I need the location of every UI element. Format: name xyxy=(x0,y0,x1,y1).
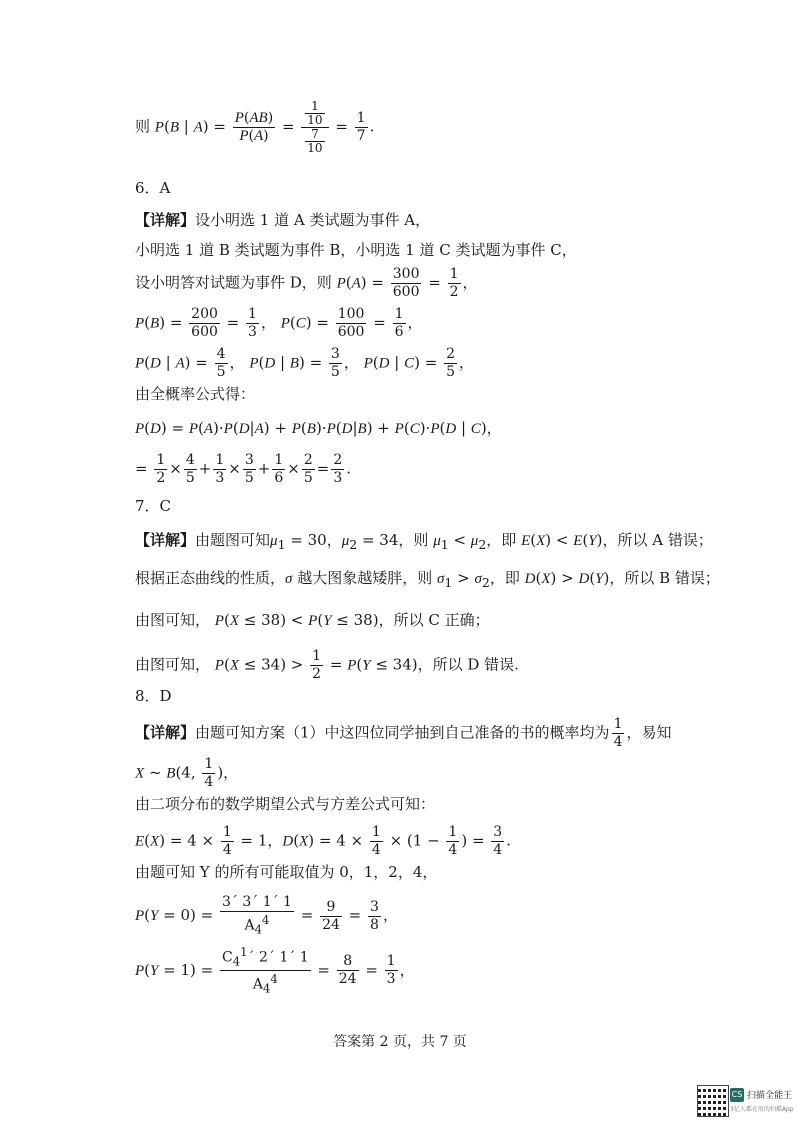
q8-answer-label: 8．D xyxy=(135,687,172,705)
page-footer: 答案第 2 页，共 7 页 xyxy=(333,1034,467,1050)
q6-detail-line4: P(B) = $\frac{200}{600}$ = $\frac{1}{3}$ ， P(C) = $\frac{100}{600}$ = $\frac{1}{6}$ ， xyxy=(135,306,423,340)
q8-line2: X ~ B(4, $\frac{1}{4}$ )， xyxy=(135,756,239,790)
q7-line2: 根据正态曲线的性质，σ 越大图象越矮胖，则 $\sigma_1 > \sigma_2$，即 D(X) > D(Y)，所以 B 错误； xyxy=(135,569,720,590)
q5-conditional-prob-line: 则 P(B | A) = $\frac{P(AB)}{P(A)}$ = $\frac{\frac{1}{10}}{\frac{7}{10}}$ = $\frac{1}{7}$ . xyxy=(135,99,375,155)
q6-detail-line3: 设小明答对试题为事件 D，则 P(A) = $\frac{300}{600}$ = $\frac{1}{2}$ ， xyxy=(135,266,478,300)
q6-answer-label: 6．A xyxy=(135,179,171,197)
q8-line7: P(Y = 1) = $\frac{C_4^1ˊ 2ˊ 1ˊ 1}{A_4^4}$ = $\frac{8}{24}$ = $\frac{1}{3}$ ， xyxy=(135,945,415,996)
camscanner-logo-icon: CS xyxy=(730,1088,744,1102)
q8-line1: 【详解】由题可知方案（1）中这四位同学抽到自己准备的书的概率均为 $\frac{1}{4}$ ，易知 xyxy=(135,716,672,750)
q5-frac-3: $\frac{1}{7}$ xyxy=(356,110,366,144)
q8-line3: 由二项分布的数学期望公式与方差公式可知： xyxy=(135,795,436,813)
q7-answer-label: 7．C xyxy=(135,497,172,515)
detail-bracket: 【详解】 xyxy=(135,211,196,229)
q5-frac-2: $\frac{\frac{1}{10}}{\frac{7}{10}}$ xyxy=(301,100,328,155)
watermark-name: 扫描全能王 xyxy=(747,1091,793,1101)
q6-total-prob-label: 由全概率公式得： xyxy=(135,385,256,403)
q8-line5: 由题可知 Y 的所有可能取值为 0，1，2，4， xyxy=(135,863,438,881)
q6-detail-line2: 小明选 1 道 B 类试题为事件 B，小明选 1 道 C 类试题为事件 C， xyxy=(135,241,577,259)
q6-detail-line1: 【详解】设小明选 1 道 A 类试题为事件 A， xyxy=(135,211,431,229)
q7-line1: 【详解】由题图可知$\mu_1 = 30$，$\mu_2 = 34$，则 $\mu_1 < \mu_2$，即 E(X) < E(Y)，所以 A 错误； xyxy=(135,531,713,552)
q7-line4: 由图可知， P(X ≤ 34) > $\frac{1}{2}$ = P(Y ≤ 34)，所以 D 错误. xyxy=(135,648,519,682)
q5-prefix: 则 xyxy=(135,117,151,136)
q5-frac-1: $\frac{P(AB)}{P(A)}$ xyxy=(234,110,274,144)
q6-total-prob-result: = $\frac{1}{2}$ × $\frac{4}{5}$ + $\frac{1}{3}$ × $\frac{3}{5}$ + $\frac{1}{6}$ × $\frac{2}{5}$ = $\frac{2}{3}$ . xyxy=(135,452,352,486)
q6-total-prob-formula: P(D) = P(A)·P(D|A) + P(B)·P(D|B) + P(C)·P(D | C)， xyxy=(135,419,502,437)
qr-code-icon xyxy=(697,1085,729,1117)
watermark-subtitle: 3亿人都在用的扫描App xyxy=(730,1106,794,1113)
q6-detail-line5: P(D | A) = $\frac{4}{5}$ ， P(D | B) = $\frac{3}{5}$ ， P(D | C) = $\frac{2}{5}$ ， xyxy=(135,346,475,380)
q7-line3: 由图可知， P(X ≤ 38) < P(Y ≤ 38)，所以 C 正确； xyxy=(135,611,490,629)
q8-line6: P(Y = 0) = $\frac{\text{3ˊ 3ˊ 1ˊ 1}}{A_4^4}$ = $\frac{9}{24}$ = $\frac{3}{8}$ ， xyxy=(135,894,398,937)
q8-line4: E(X) = 4 × $\frac{1}{4}$ = 1，D(X) = 4 × $\frac{1}{4}$ × (1 − $\frac{1}{4}$ ) = $\frac{3}{4}$ . xyxy=(135,824,511,858)
